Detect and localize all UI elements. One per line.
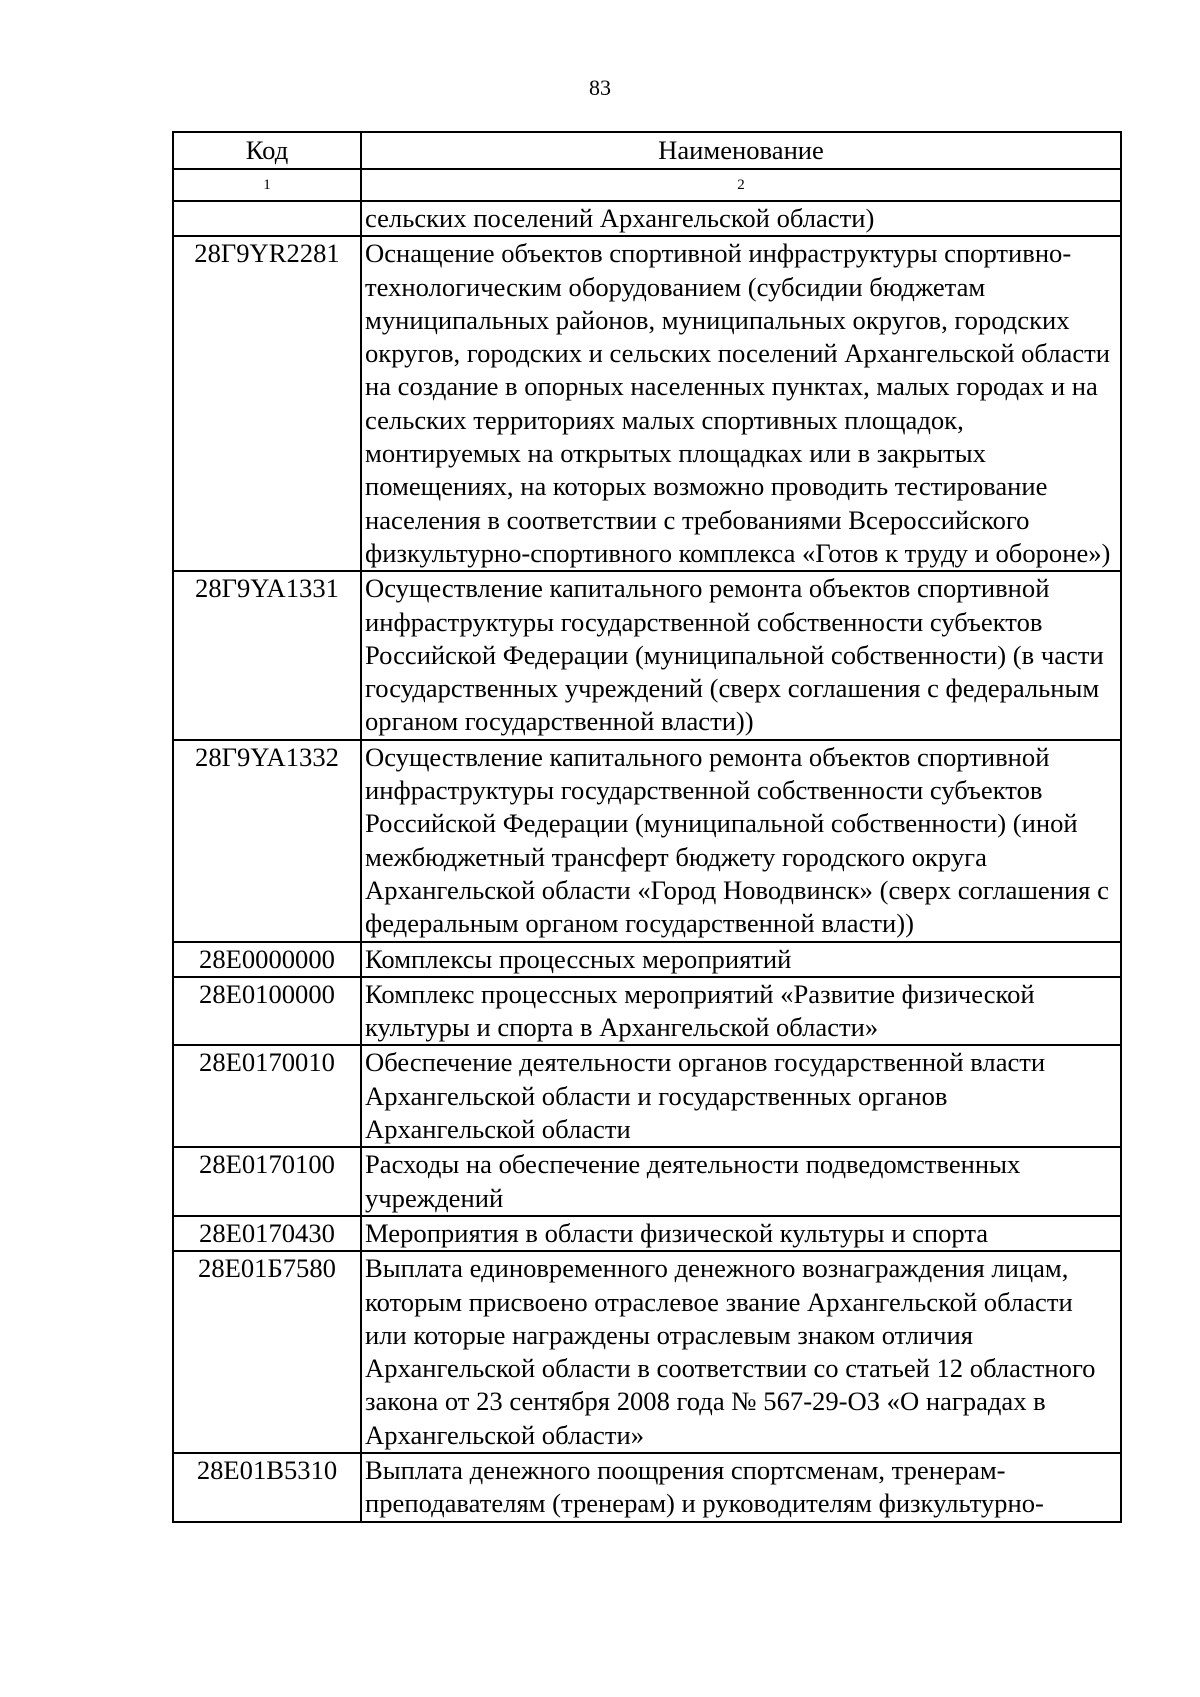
row-code: 28Е01Б7580 bbox=[173, 1251, 361, 1453]
row-name: Обеспечение деятельности органов государственной власти Архангельской области и государственных органов Архангельской области bbox=[361, 1045, 1121, 1147]
table-row bbox=[173, 942, 1121, 977]
row-code: 28Е0170010 bbox=[173, 1045, 361, 1147]
row-code: 28Г9YR2281 bbox=[173, 236, 361, 571]
table-row bbox=[173, 1453, 1121, 1522]
row-name: Осуществление капитального ремонта объектов спортивной инфраструктуры государственной собственности субъектов Российской Федерации (муниципальной собственности) (в части государственных учреждений (сверх соглашения с федеральным органом государственной власти)) bbox=[361, 571, 1121, 739]
row-code: 28Е01В5310 bbox=[173, 1453, 361, 1522]
table-row bbox=[173, 740, 1121, 942]
row-name: сельских поселений Архангельской области) bbox=[361, 201, 1121, 236]
page-number: 83 bbox=[589, 75, 611, 100]
header-code: Код bbox=[173, 132, 361, 169]
row-code: 28Е0000000 bbox=[173, 942, 361, 977]
row-code: 28Е0100000 bbox=[173, 977, 361, 1046]
row-name: Расходы на обеспечение деятельности подведомственных учреждений bbox=[361, 1147, 1121, 1216]
row-name: Комплексы процессных мероприятий bbox=[361, 942, 1121, 977]
table-row bbox=[173, 201, 1121, 236]
budget-code-table bbox=[172, 131, 1122, 1523]
header-name: Наименование bbox=[361, 132, 1121, 169]
column-number-1: 1 bbox=[173, 169, 361, 201]
row-code: 28Г9YA1331 bbox=[173, 571, 361, 739]
row-name: Осуществление капитального ремонта объектов спортивной инфраструктуры государственной собственности субъектов Российской Федерации (муниципальной собственности) (иной межбюджетный трансферт бюджету городского округа Архангельской области «Город Новодвинск» (сверх соглашения с федеральным органом государственной власти)) bbox=[361, 740, 1121, 942]
table-row bbox=[173, 236, 1121, 571]
row-code: 28Е0170100 bbox=[173, 1147, 361, 1216]
row-name: Выплата единовременного денежного вознаграждения лицам, которым присвоено отраслевое звание Архангельской области или которые награждены отраслевым знаком отличия Архангельской области в соответствии со статьей 12 областного закона от 23 сентября 2008 года № 567-29-ОЗ «О наградах в Архангельской области» bbox=[361, 1251, 1121, 1453]
row-name: Комплекс процессных мероприятий «Развитие физической культуры и спорта в Архангельской области» bbox=[361, 977, 1121, 1046]
row-name: Мероприятия в области физической культуры и спорта bbox=[361, 1216, 1121, 1251]
row-name: Оснащение объектов спортивной инфраструктуры спортивно-технологическим оборудованием (субсидии бюджетам муниципальных районов, муниципальных округов, городских округов, городских и сельских поселений Архангельской области на создание в опорных населенных пунктах, малых городах и на сельских территориях малых спортивных площадок, монтируемых на открытых площадках или в закрытых помещениях, на которых возможно проводить тестирование населения в соответствии с требованиями Всероссийского физкультурно-спортивного комплекса «Готов к труду и обороне») bbox=[361, 236, 1121, 571]
table-row bbox=[173, 571, 1121, 739]
row-code: 28Е0170430 bbox=[173, 1216, 361, 1251]
table-row bbox=[173, 1216, 1121, 1251]
table-row bbox=[173, 1251, 1121, 1453]
row-name: Выплата денежного поощрения спортсменам, тренерам-преподавателям (тренерам) и руководителям физкультурно- bbox=[361, 1453, 1121, 1522]
row-code: 28Г9YA1332 bbox=[173, 740, 361, 942]
table-header-row bbox=[173, 132, 1121, 169]
row-code bbox=[173, 201, 361, 236]
table-row bbox=[173, 1045, 1121, 1147]
column-number-2: 2 bbox=[361, 169, 1121, 201]
table-row bbox=[173, 1147, 1121, 1216]
table-row bbox=[173, 977, 1121, 1046]
column-number-row bbox=[173, 169, 1121, 201]
